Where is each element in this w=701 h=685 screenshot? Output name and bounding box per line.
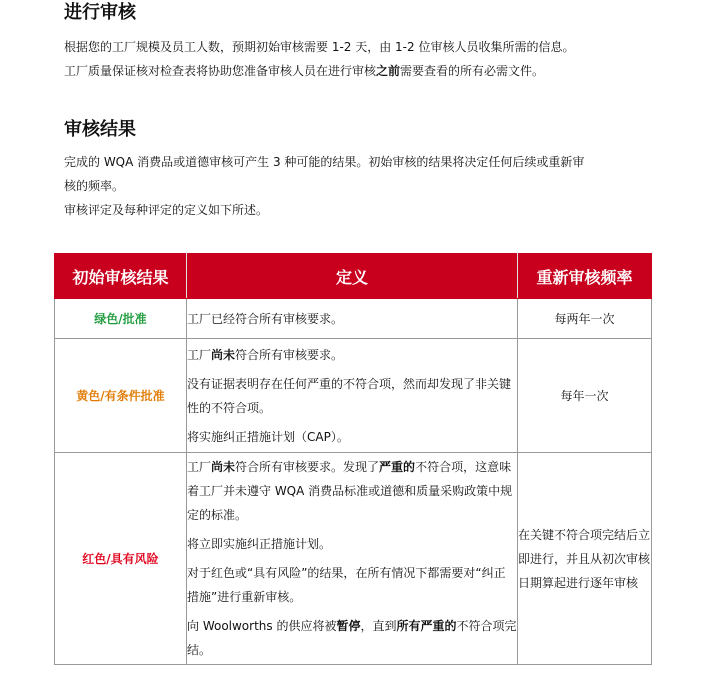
audit-text-line: 需要查看的所有必需文件。 <box>400 64 545 78</box>
section-title-audit: 进行审核 <box>64 2 136 23</box>
audit-results-table <box>54 253 652 665</box>
result-green: 绿色/批准 <box>55 299 187 339</box>
result-yellow: 黄色/有条件批准 <box>55 339 187 453</box>
definition-text: 没有证据表明存在任何严重的不符合项，然而却发现了非关键性的不符合项。 <box>187 376 512 415</box>
results-paragraph <box>64 150 644 222</box>
table-header-row <box>55 254 652 299</box>
definition-red <box>187 453 518 665</box>
definition-text: 向 Woolworths 的供应将被暂停，直到所有严重的不符合项完结。 <box>187 619 517 657</box>
audit-text-line: 工厂质量保证核对检查表将协助您准备审核人员在进行审核 <box>64 64 377 78</box>
header-definition: 定义 <box>187 254 518 299</box>
table-row-green <box>55 299 652 339</box>
result-red: 红色/具有风险 <box>55 453 187 665</box>
header-reaudit-frequency: 重新审核频率 <box>518 254 652 299</box>
audit-paragraph <box>64 35 644 83</box>
results-text-line: 审核评定及每种评定的定义如下所述。 <box>64 203 269 217</box>
header-initial-result: 初始审核结果 <box>55 254 187 299</box>
audit-text-line: 根据您的工厂规模及员工人数，预期初始审核需要 1-2 天，由 1-2 位审核人员收集所需的信息。 <box>64 40 575 54</box>
definition-text: 工厂尚未符合所有审核要求。 <box>187 347 344 362</box>
definition-text: 将立即实施纠正措施计划。 <box>187 537 332 551</box>
table-row-red <box>55 453 652 665</box>
audit-text-emphasis: 之前 <box>376 64 401 78</box>
definition-text: 工厂已经符合所有审核要求。 <box>187 311 344 326</box>
definition-green <box>187 299 518 339</box>
definition-text: 工厂尚未符合所有审核要求。发现了严重的不符合项，这意味着工厂并未遵守 WQA 消费品标准或道德和质量采购政策中规定的标准。 <box>187 460 513 522</box>
definition-text: 将实施纠正措施计划（CAP）。 <box>187 429 349 444</box>
frequency-green: 每两年一次 <box>518 299 652 339</box>
section-title-results: 审核结果 <box>64 119 136 140</box>
definition-text: 对于红色或“具有风险”的结果，在所有情况下都需要对“纠正措施”进行重新审核。 <box>187 566 506 604</box>
frequency-red <box>518 453 652 665</box>
frequency-yellow: 每年一次 <box>518 339 652 453</box>
results-text-line: 核的频率。 <box>64 179 125 193</box>
definition-yellow <box>187 339 518 453</box>
table-row-yellow <box>55 339 652 453</box>
frequency-red-text: 在关键不符合项完结后立即进行，并且从初次审核日期算起进行逐年审核 <box>518 527 651 590</box>
results-text-line: 完成的 WQA 消费品或道德审核可产生 3 种可能的结果。初始审核的结果将决定任何后续或重新审 <box>64 155 585 169</box>
